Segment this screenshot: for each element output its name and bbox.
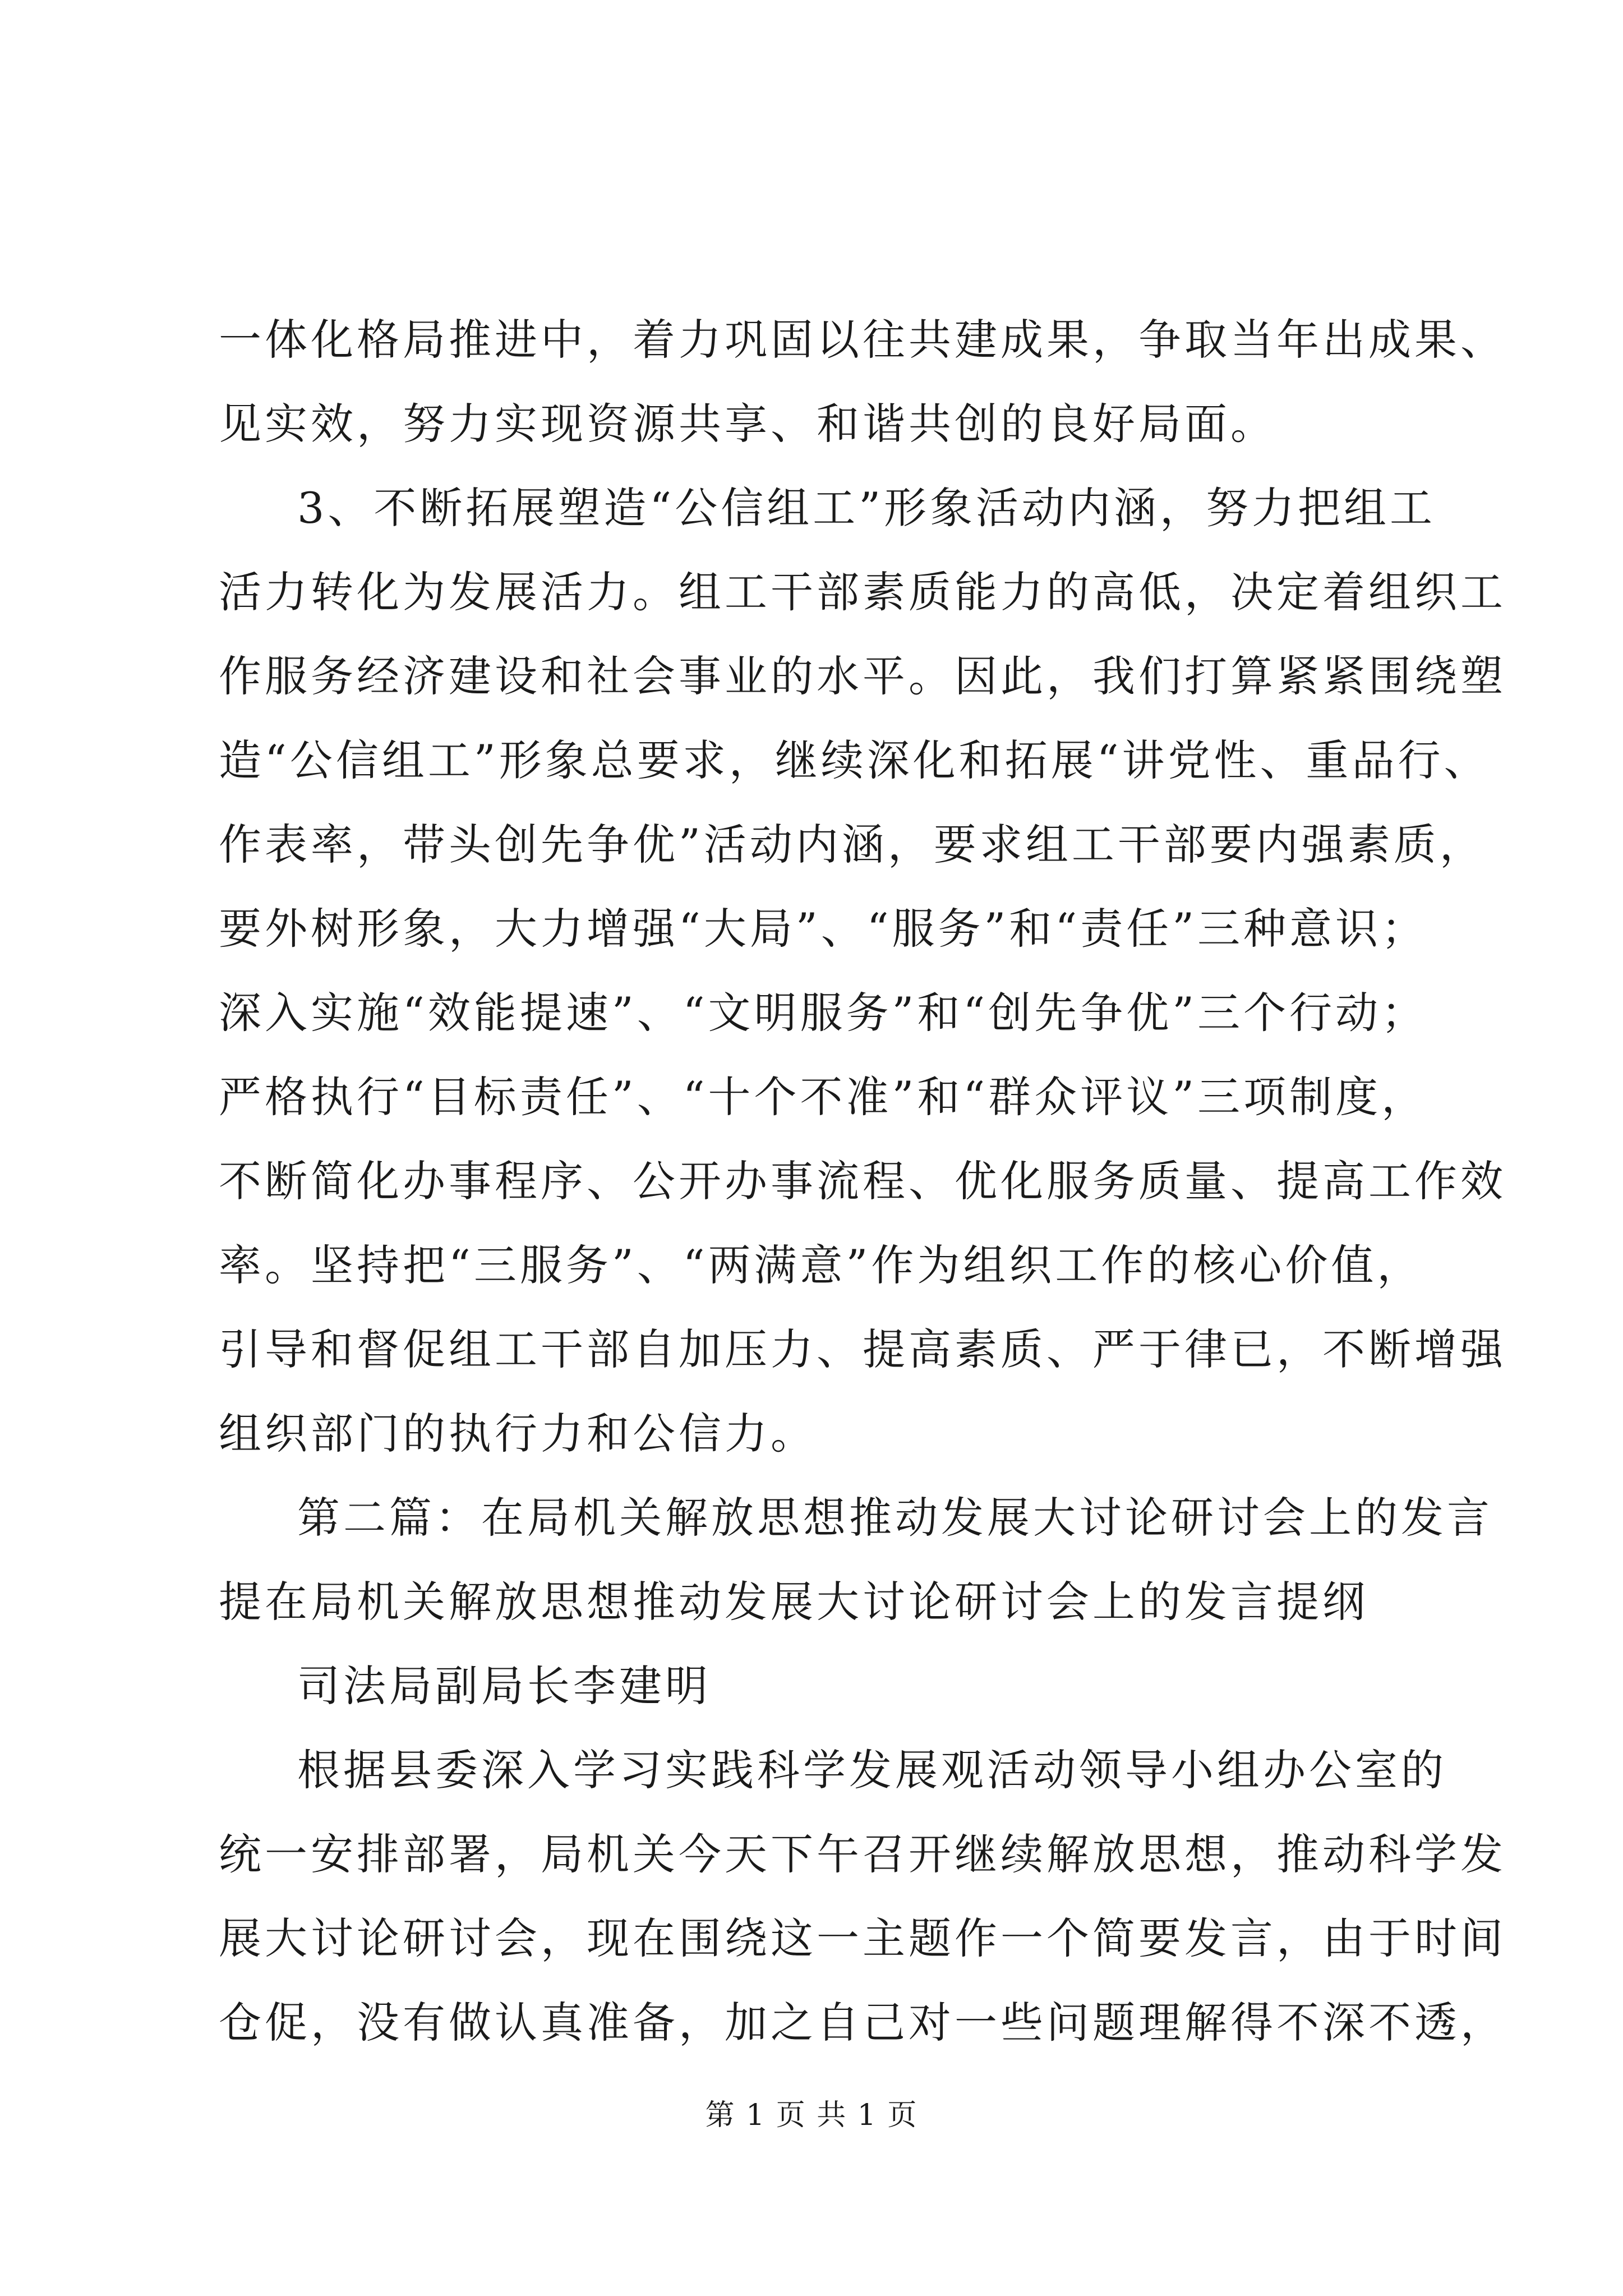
paragraph-line-6: 造“公信组工”形象总要求，继续深化和拓展“讲党性、重品行、: [219, 735, 1490, 785]
paragraph-line-8: 要外树形象，大力增强“大局”、“服务”和“责任”三种意识；: [219, 904, 1428, 954]
paragraph-line-11: 不断简化办事程序、公开办事流程、优化服务质量、提高工作效: [219, 1156, 1506, 1206]
paragraph-line-13: 引导和督促组工干部自加压力、提高素质、严于律已，不断增强: [219, 1324, 1506, 1374]
paragraph-line-2: 见实效，努力实现资源共享、和谐共创的良好局面。: [219, 399, 1276, 449]
section-heading-line-2: 提在局机关解放思想推动发展大讨论研讨会上的发言提纲: [219, 1577, 1368, 1627]
paragraph-line-16: 统一安排部署，局机关今天下午召开继续解放思想，推动科学发: [219, 1829, 1506, 1879]
paragraph-line-5: 作服务经济建设和社会事业的水平。因此，我们打算紧紧围绕塑: [219, 651, 1506, 701]
paragraph-line-7: 作表率，带头创先争优”活动内涵，要求组工干部要内强素质，: [219, 820, 1486, 869]
paragraph-line-12: 率。坚持把“三服务”、“两满意”作为组织工作的核心价值，: [219, 1240, 1423, 1290]
paragraph-line-10: 严格执行“目标责任”、“十个不准”和“群众评议”三项制度，: [219, 1072, 1428, 1122]
section-heading-line-1: 第二篇：在局机关解放思想推动发展大讨论研讨会上的发言: [297, 1493, 1493, 1543]
paragraph-line-9: 深入实施“效能提速”、“文明服务”和“创先争优”三个行动；: [219, 988, 1428, 1038]
paragraph-line-15: 根据县委深入学习实践科学发展观活动领导小组办公室的: [297, 1745, 1447, 1795]
paragraph-line-17: 展大讨论研讨会，现在围绕这一主题作一个简要发言，由于时间: [219, 1913, 1506, 1963]
page-footer: 第 1 页 共 1 页: [705, 2099, 918, 2132]
paragraph-line-1: 一体化格局推进中，着力巩固以往共建成果，争取当年出成果、: [219, 315, 1506, 365]
paragraph-line-14: 组织部门的执行力和公信力。: [219, 1409, 817, 1458]
paragraph-line-4: 活力转化为发展活力。组工干部素质能力的高低，决定着组织工: [219, 567, 1506, 617]
author-line: 司法局副局长李建明: [297, 1661, 711, 1711]
paragraph-line-18: 仓促，没有做认真准备，加之自己对一些问题理解得不深不透，: [219, 1998, 1506, 2047]
paragraph-line-3: 3、不断拓展塑造“公信组工”形象活动内涵，努力把组工: [297, 483, 1436, 533]
